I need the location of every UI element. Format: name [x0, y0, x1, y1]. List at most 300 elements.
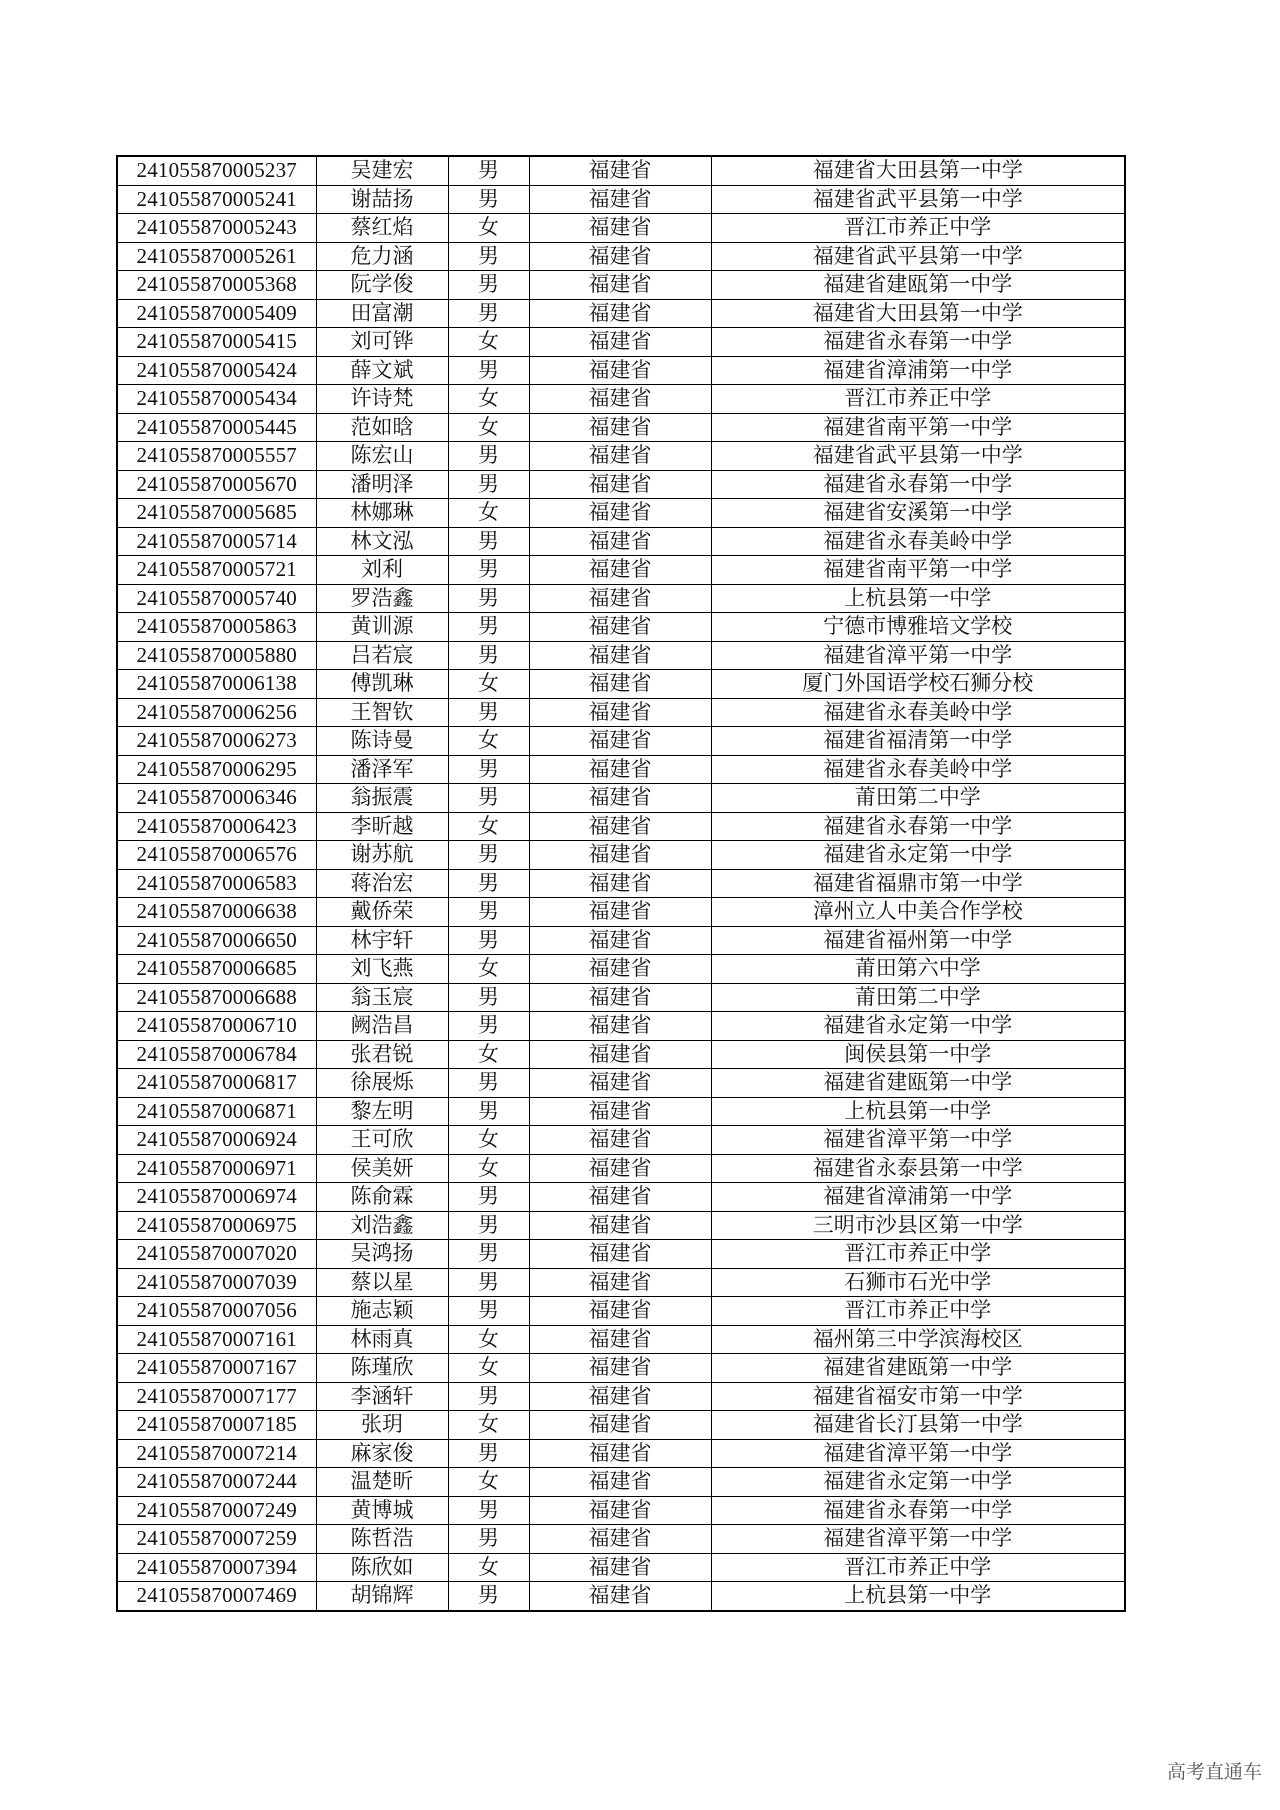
school-cell: 福建省南平第一中学	[711, 413, 1125, 442]
school-cell: 福建省武平县第一中学	[711, 442, 1125, 471]
province-cell: 福建省	[529, 1382, 711, 1411]
gender-cell: 男	[448, 1439, 529, 1468]
province-cell: 福建省	[529, 584, 711, 613]
table-row	[117, 242, 1125, 271]
name-cell: 蔡以星	[316, 1268, 448, 1297]
school-cell: 福建省永春美岭中学	[711, 755, 1125, 784]
province-cell: 福建省	[529, 1553, 711, 1582]
gender-cell: 男	[448, 1297, 529, 1326]
school-cell: 福建省大田县第一中学	[711, 299, 1125, 328]
name-cell: 张玥	[316, 1411, 448, 1440]
candidate-id-cell: 241055870005241	[117, 185, 316, 214]
gender-cell: 男	[448, 242, 529, 271]
gender-cell: 男	[448, 869, 529, 898]
table-row	[117, 1468, 1125, 1497]
name-cell: 陈诗曼	[316, 727, 448, 756]
candidate-id-cell: 241055870007214	[117, 1439, 316, 1468]
gender-cell: 女	[448, 214, 529, 243]
province-cell: 福建省	[529, 413, 711, 442]
candidate-id-cell: 241055870005424	[117, 356, 316, 385]
gender-cell: 女	[448, 955, 529, 984]
province-cell: 福建省	[529, 1012, 711, 1041]
candidate-id-cell: 241055870006871	[117, 1097, 316, 1126]
province-cell: 福建省	[529, 1268, 711, 1297]
candidate-id-cell: 241055870006817	[117, 1069, 316, 1098]
gender-cell: 女	[448, 670, 529, 699]
name-cell: 蒋治宏	[316, 869, 448, 898]
table-row	[117, 1496, 1125, 1525]
gender-cell: 女	[448, 1040, 529, 1069]
province-cell: 福建省	[529, 1468, 711, 1497]
name-cell: 傅凯琳	[316, 670, 448, 699]
province-cell: 福建省	[529, 1325, 711, 1354]
table-row	[117, 1240, 1125, 1269]
gender-cell: 男	[448, 1382, 529, 1411]
name-cell: 侯美妍	[316, 1154, 448, 1183]
province-cell: 福建省	[529, 1183, 711, 1212]
table-row	[117, 584, 1125, 613]
name-cell: 潘泽军	[316, 755, 448, 784]
name-cell: 蔡红焰	[316, 214, 448, 243]
candidate-id-cell: 241055870007020	[117, 1240, 316, 1269]
province-cell: 福建省	[529, 242, 711, 271]
gender-cell: 女	[448, 413, 529, 442]
school-cell: 石狮市石光中学	[711, 1268, 1125, 1297]
province-cell: 福建省	[529, 698, 711, 727]
province-cell: 福建省	[529, 1069, 711, 1098]
gender-cell: 女	[448, 328, 529, 357]
school-cell: 三明市沙县区第一中学	[711, 1211, 1125, 1240]
table-row	[117, 1211, 1125, 1240]
school-cell: 福建省福安市第一中学	[711, 1382, 1125, 1411]
table-row	[117, 670, 1125, 699]
gender-cell: 男	[448, 1069, 529, 1098]
province-cell: 福建省	[529, 1040, 711, 1069]
gender-cell: 男	[448, 613, 529, 642]
table-row	[117, 299, 1125, 328]
gender-cell: 男	[448, 755, 529, 784]
name-cell: 李昕越	[316, 812, 448, 841]
table-row	[117, 1553, 1125, 1582]
school-cell: 上杭县第一中学	[711, 584, 1125, 613]
province-cell: 福建省	[529, 1126, 711, 1155]
school-cell: 莆田第二中学	[711, 784, 1125, 813]
name-cell: 翁振震	[316, 784, 448, 813]
table-row	[117, 1183, 1125, 1212]
table-row	[117, 898, 1125, 927]
province-cell: 福建省	[529, 955, 711, 984]
candidate-id-cell: 241055870006685	[117, 955, 316, 984]
candidate-id-cell: 241055870006576	[117, 841, 316, 870]
province-cell: 福建省	[529, 442, 711, 471]
school-cell: 福建省福清第一中学	[711, 727, 1125, 756]
gender-cell: 女	[448, 1411, 529, 1440]
candidate-id-cell: 241055870006346	[117, 784, 316, 813]
table-row	[117, 1325, 1125, 1354]
province-cell: 福建省	[529, 214, 711, 243]
gender-cell: 男	[448, 185, 529, 214]
name-cell: 林娜琳	[316, 499, 448, 528]
province-cell: 福建省	[529, 670, 711, 699]
province-cell: 福建省	[529, 1525, 711, 1554]
province-cell: 福建省	[529, 784, 711, 813]
school-cell: 福建省福鼎市第一中学	[711, 869, 1125, 898]
table-row	[117, 869, 1125, 898]
school-cell: 福建省漳浦第一中学	[711, 356, 1125, 385]
gender-cell: 男	[448, 1240, 529, 1269]
gender-cell: 男	[448, 556, 529, 585]
table-row	[117, 1297, 1125, 1326]
school-cell: 福建省永定第一中学	[711, 841, 1125, 870]
name-cell: 施志颖	[316, 1297, 448, 1326]
name-cell: 陈哲浩	[316, 1525, 448, 1554]
province-cell: 福建省	[529, 1297, 711, 1326]
name-cell: 刘浩鑫	[316, 1211, 448, 1240]
name-cell: 范如晗	[316, 413, 448, 442]
name-cell: 田富潮	[316, 299, 448, 328]
candidate-id-cell: 241055870006583	[117, 869, 316, 898]
name-cell: 危力涵	[316, 242, 448, 271]
province-cell: 福建省	[529, 556, 711, 585]
school-cell: 上杭县第一中学	[711, 1582, 1125, 1611]
name-cell: 王智钦	[316, 698, 448, 727]
gender-cell: 男	[448, 1097, 529, 1126]
province-cell: 福建省	[529, 727, 711, 756]
province-cell: 福建省	[529, 527, 711, 556]
school-cell: 福建省福州第一中学	[711, 926, 1125, 955]
gender-cell: 男	[448, 784, 529, 813]
province-cell: 福建省	[529, 926, 711, 955]
name-cell: 陈俞霖	[316, 1183, 448, 1212]
school-cell: 晋江市养正中学	[711, 1297, 1125, 1326]
name-cell: 吴鸿扬	[316, 1240, 448, 1269]
name-cell: 胡锦辉	[316, 1582, 448, 1611]
name-cell: 薛文斌	[316, 356, 448, 385]
gender-cell: 男	[448, 356, 529, 385]
province-cell: 福建省	[529, 869, 711, 898]
name-cell: 陈宏山	[316, 442, 448, 471]
gender-cell: 男	[448, 1183, 529, 1212]
name-cell: 许诗梵	[316, 385, 448, 414]
gender-cell: 男	[448, 442, 529, 471]
name-cell: 黄博城	[316, 1496, 448, 1525]
province-cell: 福建省	[529, 299, 711, 328]
candidate-id-cell: 241055870005445	[117, 413, 316, 442]
gender-cell: 男	[448, 641, 529, 670]
province-cell: 福建省	[529, 1097, 711, 1126]
candidate-id-cell: 241055870006138	[117, 670, 316, 699]
gender-cell: 男	[448, 926, 529, 955]
candidate-id-cell: 241055870006273	[117, 727, 316, 756]
gender-cell: 男	[448, 1012, 529, 1041]
gender-cell: 男	[448, 983, 529, 1012]
candidate-id-cell: 241055870005685	[117, 499, 316, 528]
gender-cell: 女	[448, 1553, 529, 1582]
gender-cell: 女	[448, 1154, 529, 1183]
school-cell: 福建省永春美岭中学	[711, 527, 1125, 556]
gender-cell: 女	[448, 1126, 529, 1155]
gender-cell: 女	[448, 812, 529, 841]
province-cell: 福建省	[529, 1439, 711, 1468]
province-cell: 福建省	[529, 470, 711, 499]
school-cell: 福建省南平第一中学	[711, 556, 1125, 585]
table-row	[117, 955, 1125, 984]
school-cell: 福建省永春美岭中学	[711, 698, 1125, 727]
roster-table	[116, 155, 1126, 1612]
name-cell: 吴建宏	[316, 156, 448, 185]
school-cell: 漳州立人中美合作学校	[711, 898, 1125, 927]
table-row	[117, 841, 1125, 870]
table-row	[117, 1040, 1125, 1069]
school-cell: 福建省漳浦第一中学	[711, 1183, 1125, 1212]
province-cell: 福建省	[529, 1154, 711, 1183]
school-cell: 福建省建瓯第一中学	[711, 271, 1125, 300]
gender-cell: 男	[448, 698, 529, 727]
candidate-id-cell: 241055870005670	[117, 470, 316, 499]
candidate-id-cell: 241055870005557	[117, 442, 316, 471]
province-cell: 福建省	[529, 613, 711, 642]
school-cell: 福建省漳平第一中学	[711, 1439, 1125, 1468]
table-row	[117, 641, 1125, 670]
school-cell: 宁德市博雅培文学校	[711, 613, 1125, 642]
school-cell: 闽侯县第一中学	[711, 1040, 1125, 1069]
province-cell: 福建省	[529, 841, 711, 870]
candidate-id-cell: 241055870005880	[117, 641, 316, 670]
school-cell: 晋江市养正中学	[711, 385, 1125, 414]
candidate-id-cell: 241055870005740	[117, 584, 316, 613]
candidate-id-cell: 241055870006650	[117, 926, 316, 955]
candidate-id-cell: 241055870007469	[117, 1582, 316, 1611]
province-cell: 福建省	[529, 356, 711, 385]
school-cell: 福建省永定第一中学	[711, 1012, 1125, 1041]
roster-body	[117, 156, 1125, 1611]
table-row	[117, 926, 1125, 955]
school-cell: 厦门外国语学校石狮分校	[711, 670, 1125, 699]
province-cell: 福建省	[529, 156, 711, 185]
candidate-id-cell: 241055870007259	[117, 1525, 316, 1554]
school-cell: 福建省武平县第一中学	[711, 185, 1125, 214]
name-cell: 刘飞燕	[316, 955, 448, 984]
candidate-id-cell: 241055870005261	[117, 242, 316, 271]
school-cell: 福建省漳平第一中学	[711, 1126, 1125, 1155]
gender-cell: 女	[448, 385, 529, 414]
province-cell: 福建省	[529, 185, 711, 214]
school-cell: 莆田第二中学	[711, 983, 1125, 1012]
gender-cell: 男	[448, 584, 529, 613]
province-cell: 福建省	[529, 1582, 711, 1611]
province-cell: 福建省	[529, 1211, 711, 1240]
school-cell: 福建省漳平第一中学	[711, 1525, 1125, 1554]
gender-cell: 男	[448, 841, 529, 870]
gender-cell: 男	[448, 1582, 529, 1611]
table-row	[117, 413, 1125, 442]
gender-cell: 女	[448, 1325, 529, 1354]
table-row	[117, 613, 1125, 642]
school-cell: 福建省漳平第一中学	[711, 641, 1125, 670]
table-row	[117, 727, 1125, 756]
gender-cell: 男	[448, 299, 529, 328]
gender-cell: 女	[448, 727, 529, 756]
gender-cell: 男	[448, 527, 529, 556]
table-row	[117, 1582, 1125, 1611]
candidate-id-cell: 241055870006688	[117, 983, 316, 1012]
table-row	[117, 527, 1125, 556]
gender-cell: 男	[448, 1268, 529, 1297]
candidate-id-cell: 241055870007394	[117, 1553, 316, 1582]
province-cell: 福建省	[529, 641, 711, 670]
table-row	[117, 156, 1125, 185]
province-cell: 福建省	[529, 1240, 711, 1269]
table-row	[117, 1268, 1125, 1297]
table-row	[117, 470, 1125, 499]
school-cell: 福建省武平县第一中学	[711, 242, 1125, 271]
school-cell: 福建省永春第一中学	[711, 470, 1125, 499]
table-row	[117, 185, 1125, 214]
candidate-id-cell: 241055870005714	[117, 527, 316, 556]
province-cell: 福建省	[529, 1496, 711, 1525]
table-row	[117, 812, 1125, 841]
candidate-id-cell: 241055870007167	[117, 1354, 316, 1383]
school-cell: 福建省建瓯第一中学	[711, 1069, 1125, 1098]
candidate-id-cell: 241055870005368	[117, 271, 316, 300]
table-row	[117, 442, 1125, 471]
candidate-id-cell: 241055870006784	[117, 1040, 316, 1069]
table-row	[117, 1012, 1125, 1041]
table-row	[117, 698, 1125, 727]
candidate-id-cell: 241055870007249	[117, 1496, 316, 1525]
name-cell: 戴侨荣	[316, 898, 448, 927]
name-cell: 谢喆扬	[316, 185, 448, 214]
school-cell: 福建省永泰县第一中学	[711, 1154, 1125, 1183]
name-cell: 麻家俊	[316, 1439, 448, 1468]
candidate-id-cell: 241055870007161	[117, 1325, 316, 1354]
candidate-id-cell: 241055870005721	[117, 556, 316, 585]
candidate-id-cell: 241055870007185	[117, 1411, 316, 1440]
candidate-id-cell: 241055870007056	[117, 1297, 316, 1326]
candidate-id-cell: 241055870005409	[117, 299, 316, 328]
name-cell: 林宇轩	[316, 926, 448, 955]
candidate-id-cell: 241055870006256	[117, 698, 316, 727]
school-cell: 福建省大田县第一中学	[711, 156, 1125, 185]
school-cell: 福建省永春第一中学	[711, 328, 1125, 357]
school-cell: 福建省安溪第一中学	[711, 499, 1125, 528]
name-cell: 王可欣	[316, 1126, 448, 1155]
candidate-id-cell: 241055870007177	[117, 1382, 316, 1411]
province-cell: 福建省	[529, 499, 711, 528]
province-cell: 福建省	[529, 983, 711, 1012]
name-cell: 翁玉宸	[316, 983, 448, 1012]
school-cell: 福州第三中学滨海校区	[711, 1325, 1125, 1354]
name-cell: 张君锐	[316, 1040, 448, 1069]
candidate-id-cell: 241055870005243	[117, 214, 316, 243]
school-cell: 晋江市养正中学	[711, 1240, 1125, 1269]
candidate-id-cell: 241055870006638	[117, 898, 316, 927]
gender-cell: 女	[448, 499, 529, 528]
candidate-id-cell: 241055870006295	[117, 755, 316, 784]
name-cell: 林雨真	[316, 1325, 448, 1354]
gender-cell: 男	[448, 271, 529, 300]
name-cell: 陈欣如	[316, 1553, 448, 1582]
candidate-id-cell: 241055870006971	[117, 1154, 316, 1183]
table-row	[117, 1411, 1125, 1440]
province-cell: 福建省	[529, 812, 711, 841]
school-cell: 福建省永春第一中学	[711, 812, 1125, 841]
province-cell: 福建省	[529, 1411, 711, 1440]
gender-cell: 男	[448, 1525, 529, 1554]
candidate-id-cell: 241055870007244	[117, 1468, 316, 1497]
candidate-id-cell: 241055870006423	[117, 812, 316, 841]
school-cell: 上杭县第一中学	[711, 1097, 1125, 1126]
table-row	[117, 1354, 1125, 1383]
name-cell: 刘可铧	[316, 328, 448, 357]
school-cell: 莆田第六中学	[711, 955, 1125, 984]
school-cell: 晋江市养正中学	[711, 1553, 1125, 1582]
table-row	[117, 1069, 1125, 1098]
gender-cell: 男	[448, 470, 529, 499]
table-row	[117, 356, 1125, 385]
table-row	[117, 983, 1125, 1012]
table-row	[117, 1439, 1125, 1468]
table-row	[117, 385, 1125, 414]
candidate-id-cell: 241055870006710	[117, 1012, 316, 1041]
table-row	[117, 1126, 1125, 1155]
name-cell: 刘利	[316, 556, 448, 585]
gender-cell: 女	[448, 1468, 529, 1497]
name-cell: 陈瑾欣	[316, 1354, 448, 1383]
candidate-id-cell: 241055870005237	[117, 156, 316, 185]
table-row	[117, 784, 1125, 813]
name-cell: 谢苏航	[316, 841, 448, 870]
table-row	[117, 499, 1125, 528]
province-cell: 福建省	[529, 385, 711, 414]
candidate-id-cell: 241055870006974	[117, 1183, 316, 1212]
watermark-text: 高考直通车	[1166, 1761, 1262, 1783]
gender-cell: 男	[448, 898, 529, 927]
gender-cell: 男	[448, 156, 529, 185]
school-cell: 晋江市养正中学	[711, 214, 1125, 243]
candidate-id-cell: 241055870006924	[117, 1126, 316, 1155]
name-cell: 温楚昕	[316, 1468, 448, 1497]
gender-cell: 男	[448, 1496, 529, 1525]
name-cell: 林文泓	[316, 527, 448, 556]
province-cell: 福建省	[529, 271, 711, 300]
name-cell: 阮学俊	[316, 271, 448, 300]
province-cell: 福建省	[529, 1354, 711, 1383]
school-cell: 福建省永春第一中学	[711, 1496, 1125, 1525]
table-row	[117, 1097, 1125, 1126]
candidate-id-cell: 241055870006975	[117, 1211, 316, 1240]
table-row	[117, 271, 1125, 300]
province-cell: 福建省	[529, 328, 711, 357]
candidate-id-cell: 241055870005415	[117, 328, 316, 357]
name-cell: 李涵轩	[316, 1382, 448, 1411]
name-cell: 徐展烁	[316, 1069, 448, 1098]
name-cell: 潘明泽	[316, 470, 448, 499]
candidate-id-cell: 241055870007039	[117, 1268, 316, 1297]
table-row	[117, 1525, 1125, 1554]
name-cell: 吕若宸	[316, 641, 448, 670]
table-row	[117, 556, 1125, 585]
table-row	[117, 214, 1125, 243]
name-cell: 罗浩鑫	[316, 584, 448, 613]
province-cell: 福建省	[529, 755, 711, 784]
table-row	[117, 328, 1125, 357]
candidate-id-cell: 241055870005434	[117, 385, 316, 414]
name-cell: 黄训源	[316, 613, 448, 642]
school-cell: 福建省建瓯第一中学	[711, 1354, 1125, 1383]
gender-cell: 男	[448, 1211, 529, 1240]
candidate-id-cell: 241055870005863	[117, 613, 316, 642]
